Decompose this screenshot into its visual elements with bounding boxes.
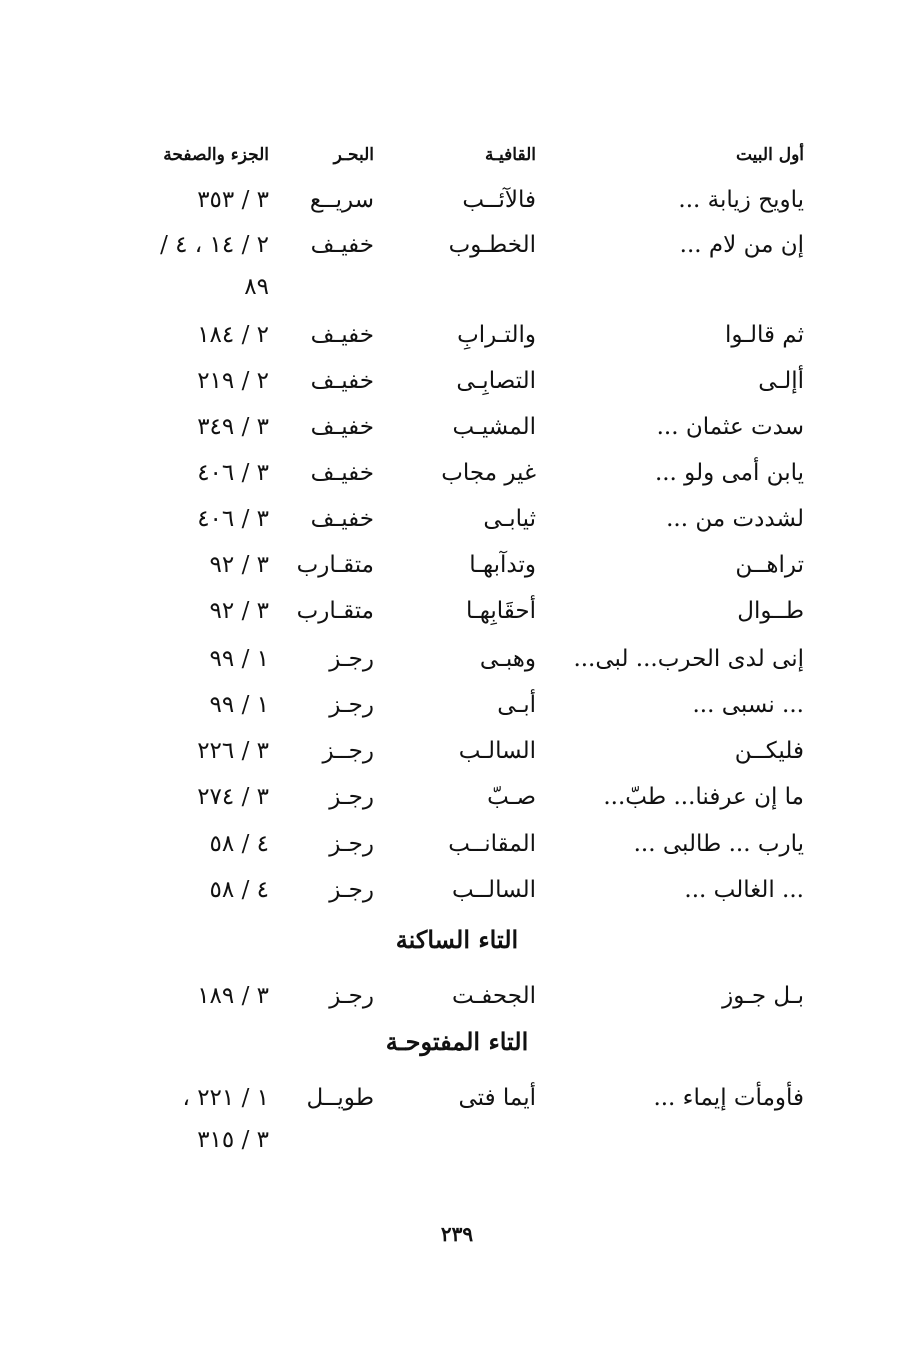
rhyme: وتدآبهـا (469, 552, 536, 578)
meter: رجـز (329, 784, 374, 810)
table-row (0, 736, 914, 776)
volume-page-continued: ٨٩ (244, 274, 269, 300)
section-title-maftuha: التاء المفتوحـة (385, 1027, 529, 1056)
meter: طويــل (306, 1085, 374, 1111)
first-verse: إن من لام ... (679, 232, 804, 258)
meter: خفيـف (310, 232, 374, 258)
meter: سريــع (309, 187, 374, 213)
section-title-sakina: التاء الساكنة (395, 925, 519, 954)
rhyme: وهبـى (479, 646, 536, 672)
meter: خفيـف (310, 414, 374, 440)
table-row (0, 875, 914, 915)
volume-page: ٤ / ٥٨ (209, 831, 269, 857)
first-verse: فليكــن (734, 738, 804, 764)
rhyme: التصابِـى (456, 368, 536, 394)
table-row (0, 504, 914, 544)
rhyme: أبـى (497, 692, 536, 718)
first-verse: فأومأت إيماء ... (653, 1085, 804, 1111)
table-row (0, 782, 914, 822)
meter: رجـز (329, 646, 374, 672)
volume-page: ٣ / ٤٠٦ (197, 506, 269, 532)
rhyme: ثيابـى (483, 506, 536, 532)
volume-page: ٢ / ٢١٩ (197, 368, 269, 394)
table-row (0, 1083, 914, 1159)
volume-page: ٣ / ٩٢ (209, 552, 269, 578)
volume-page: ٣ / ٤٠٦ (197, 460, 269, 486)
meter: متقـارب (296, 552, 374, 578)
first-verse: ثم قالـوا (724, 322, 804, 348)
volume-page: ٣ / ٣٥٣ (197, 187, 269, 213)
meter: رجـز (329, 831, 374, 857)
volume-page: ٣ / ١٨٩ (197, 983, 269, 1009)
volume-page: ٢ / ١٨٤ (197, 322, 269, 348)
volume-page: ١ / ٢٢١ ، (182, 1085, 269, 1111)
table-row (0, 320, 914, 360)
table-row (0, 596, 914, 636)
first-verse: أإلـى (758, 368, 804, 394)
meter: رجـز (329, 983, 374, 1009)
first-verse: ما إن عرفنا... طبّ... (603, 784, 804, 810)
rhyme: الخطـوب (448, 232, 536, 258)
volume-page-continued: ٣ / ٣١٥ (197, 1127, 269, 1153)
rhyme: أيما فتى (458, 1085, 536, 1111)
rhyme: المقانــب (448, 831, 536, 857)
meter: خفيـف (310, 460, 374, 486)
table-row (0, 458, 914, 498)
table-row (0, 412, 914, 452)
rhyme: فالآئــب (462, 187, 536, 213)
first-verse: سدت عثمان ... (656, 414, 804, 440)
first-verse: تراهــن (735, 552, 804, 578)
rhyme: الجحفـت (451, 983, 536, 1009)
page-number: ٢٣٩ (440, 1222, 474, 1246)
meter: متقـارب (296, 598, 374, 624)
meter: خفيـف (310, 322, 374, 348)
first-verse: طــوال (737, 598, 804, 624)
table-row (0, 366, 914, 406)
table-row (0, 185, 914, 225)
rhyme: أحقَابِهـا (466, 598, 536, 624)
table-row (0, 690, 914, 730)
rhyme: صـبّ (487, 784, 536, 810)
table-row (0, 550, 914, 590)
meter: خفيـف (310, 506, 374, 532)
table-row (0, 981, 914, 1021)
rhyme: السالـب (458, 738, 536, 764)
header-first-verse: أول البيت (735, 145, 804, 165)
first-verse: ... الغالب ... (684, 877, 804, 903)
header-meter: البحـر (333, 145, 374, 165)
volume-page: ٤ / ٥٨ (209, 877, 269, 903)
meter: رجـز (329, 877, 374, 903)
volume-page: ٢ / ١٤ ، ٤ / (160, 232, 269, 258)
meter: خفيـف (310, 368, 374, 394)
volume-page: ٣ / ٩٢ (209, 598, 269, 624)
rhyme: السالــب (452, 877, 536, 903)
first-verse: يابن أمى ولو ... (654, 460, 804, 486)
volume-page: ٣ / ٢٢٦ (197, 738, 269, 764)
rhyme: غير مجاب (441, 460, 536, 486)
first-verse: ياويح زيابة ... (678, 187, 804, 213)
first-verse: بـل جـوز (722, 983, 804, 1009)
meter: رجــز (322, 738, 374, 764)
first-verse: إنى لدى الحرب... لبى... (573, 646, 804, 672)
table-row (0, 829, 914, 869)
volume-page: ١ / ٩٩ (209, 692, 269, 718)
rhyme: والتـرابِ (457, 322, 536, 348)
table-row (0, 644, 914, 684)
volume-page: ٣ / ٢٧٤ (197, 784, 269, 810)
meter: رجـز (329, 692, 374, 718)
first-verse: يارب ... طالبى ... (633, 831, 804, 857)
first-verse: ... نسبى ... (692, 692, 804, 718)
header-volume-page: الجزء والصفحة (163, 145, 269, 165)
header-rhyme: القافيـة (484, 145, 536, 165)
table-header (0, 140, 914, 180)
first-verse: لشددت من ... (666, 506, 804, 532)
rhyme: المشيـب (452, 414, 536, 440)
volume-page: ٣ / ٣٤٩ (197, 414, 269, 440)
table-row (0, 230, 914, 300)
volume-page: ١ / ٩٩ (209, 646, 269, 672)
